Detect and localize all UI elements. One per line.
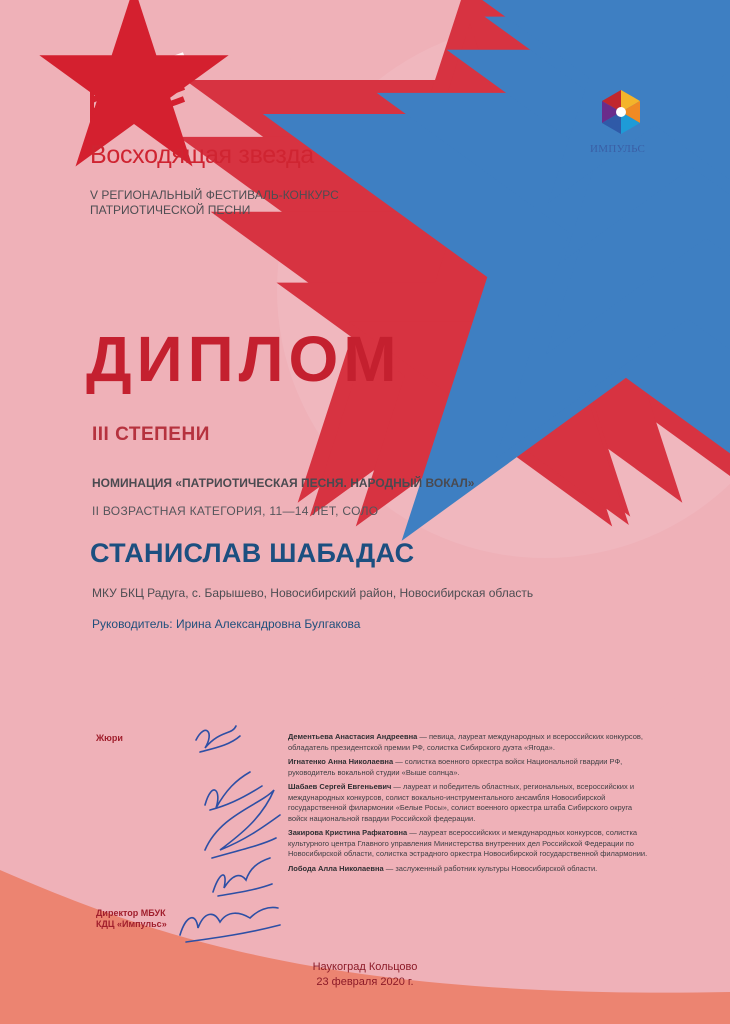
- jury-member: [288, 757, 648, 778]
- footer-place-date: [0, 960, 730, 990]
- jury-member: [288, 732, 648, 753]
- jury-member: [288, 828, 648, 860]
- partner-name: ИМПУЛЬС: [590, 143, 646, 155]
- festival-subtitle: [90, 188, 339, 218]
- leader-label: Руководитель:: [92, 617, 173, 631]
- footer-date: 23 февраля 2020 г.: [316, 976, 414, 988]
- jury-member-desc: — лауреат и победитель областных, региональных, всероссийских и международных конкурсов, солист вокально-инструментального ансамбля Новосибирской государственной филармонии «Белые Росы», солист военного оркестра штаба Сибирского округа войск национальной гвардии Российской федерации.: [288, 782, 635, 823]
- director-line2: КДЦ «Импульс»: [96, 919, 167, 929]
- festival-logo-flag: [92, 55, 184, 128]
- diploma-title: ДИПЛОМ: [86, 323, 402, 395]
- jury-member-name: Игнатенко Анна Николаевна: [288, 757, 394, 766]
- leader-name: Ирина Александровна Булгакова: [176, 617, 361, 631]
- jury-member-desc: — лауреат всероссийских и международных конкурсов, солистка культурного центра Главного управления Министерства внутренних дел Российской Федерации по Новосибирской области, солистка эстрадного оркестра Новосибирской государственной филармонии.: [288, 828, 648, 858]
- diploma-degree: III СТЕПЕНИ: [92, 424, 210, 445]
- director-line1: Директор МБУК: [96, 908, 166, 918]
- nomination: НОМИНАЦИЯ «ПАТРИОТИЧЕСКАЯ ПЕСНЯ. НАРОДНЫЙ ВОКАЛ»: [92, 476, 475, 490]
- festival-title: Восходящая звезда: [90, 141, 314, 169]
- jury-member-desc: — солистка военного оркестра войск Национальной гвардии РФ, руководитель вокальной студии «Выше солнца».: [288, 757, 623, 777]
- jury-member-name: Шабаев Сергей Евгеньевич: [288, 782, 392, 791]
- jury-member-desc: — певица, лауреат международных и всероссийских конкурсов, обладатель президентской премии РФ, солистка Сибирского дуэта «Ягода».: [288, 732, 643, 752]
- leader-line: [92, 617, 360, 631]
- recipient-name: СТАНИСЛАВ ШАБАДАС: [90, 538, 415, 568]
- jury-member-name: Дементьева Анастасия Андреевна: [288, 732, 418, 741]
- jury-member-name: Закирова Кристина Рафкатовна: [288, 828, 408, 837]
- footer-place: Наукоград Кольцово: [312, 961, 418, 973]
- director-label: [96, 908, 167, 930]
- jury-member-desc: — заслуженный работник культуры Новосибирской области.: [383, 863, 598, 873]
- age-category: II ВОЗРАСТНАЯ КАТЕГОРИЯ, 11—14 ЛЕТ, СОЛО: [92, 504, 379, 518]
- jury-member: [288, 782, 648, 824]
- jury-member: [288, 864, 648, 875]
- jury-member-name: Лобода Алла Николаевна: [288, 863, 384, 873]
- festival-subtitle-line2: ПАТРИОТИЧЕСКОЙ ПЕСНИ: [90, 203, 251, 217]
- jury-label: Жюри: [96, 733, 123, 743]
- festival-subtitle-line1: V РЕГИОНАЛЬНЫЙ ФЕСТИВАЛЬ-КОНКУРС: [90, 188, 339, 202]
- jury-list: [288, 732, 648, 878]
- recipient-organization: МКУ БКЦ Радуга, с. Барышево, Новосибирский район, Новосибирская область: [92, 586, 534, 600]
